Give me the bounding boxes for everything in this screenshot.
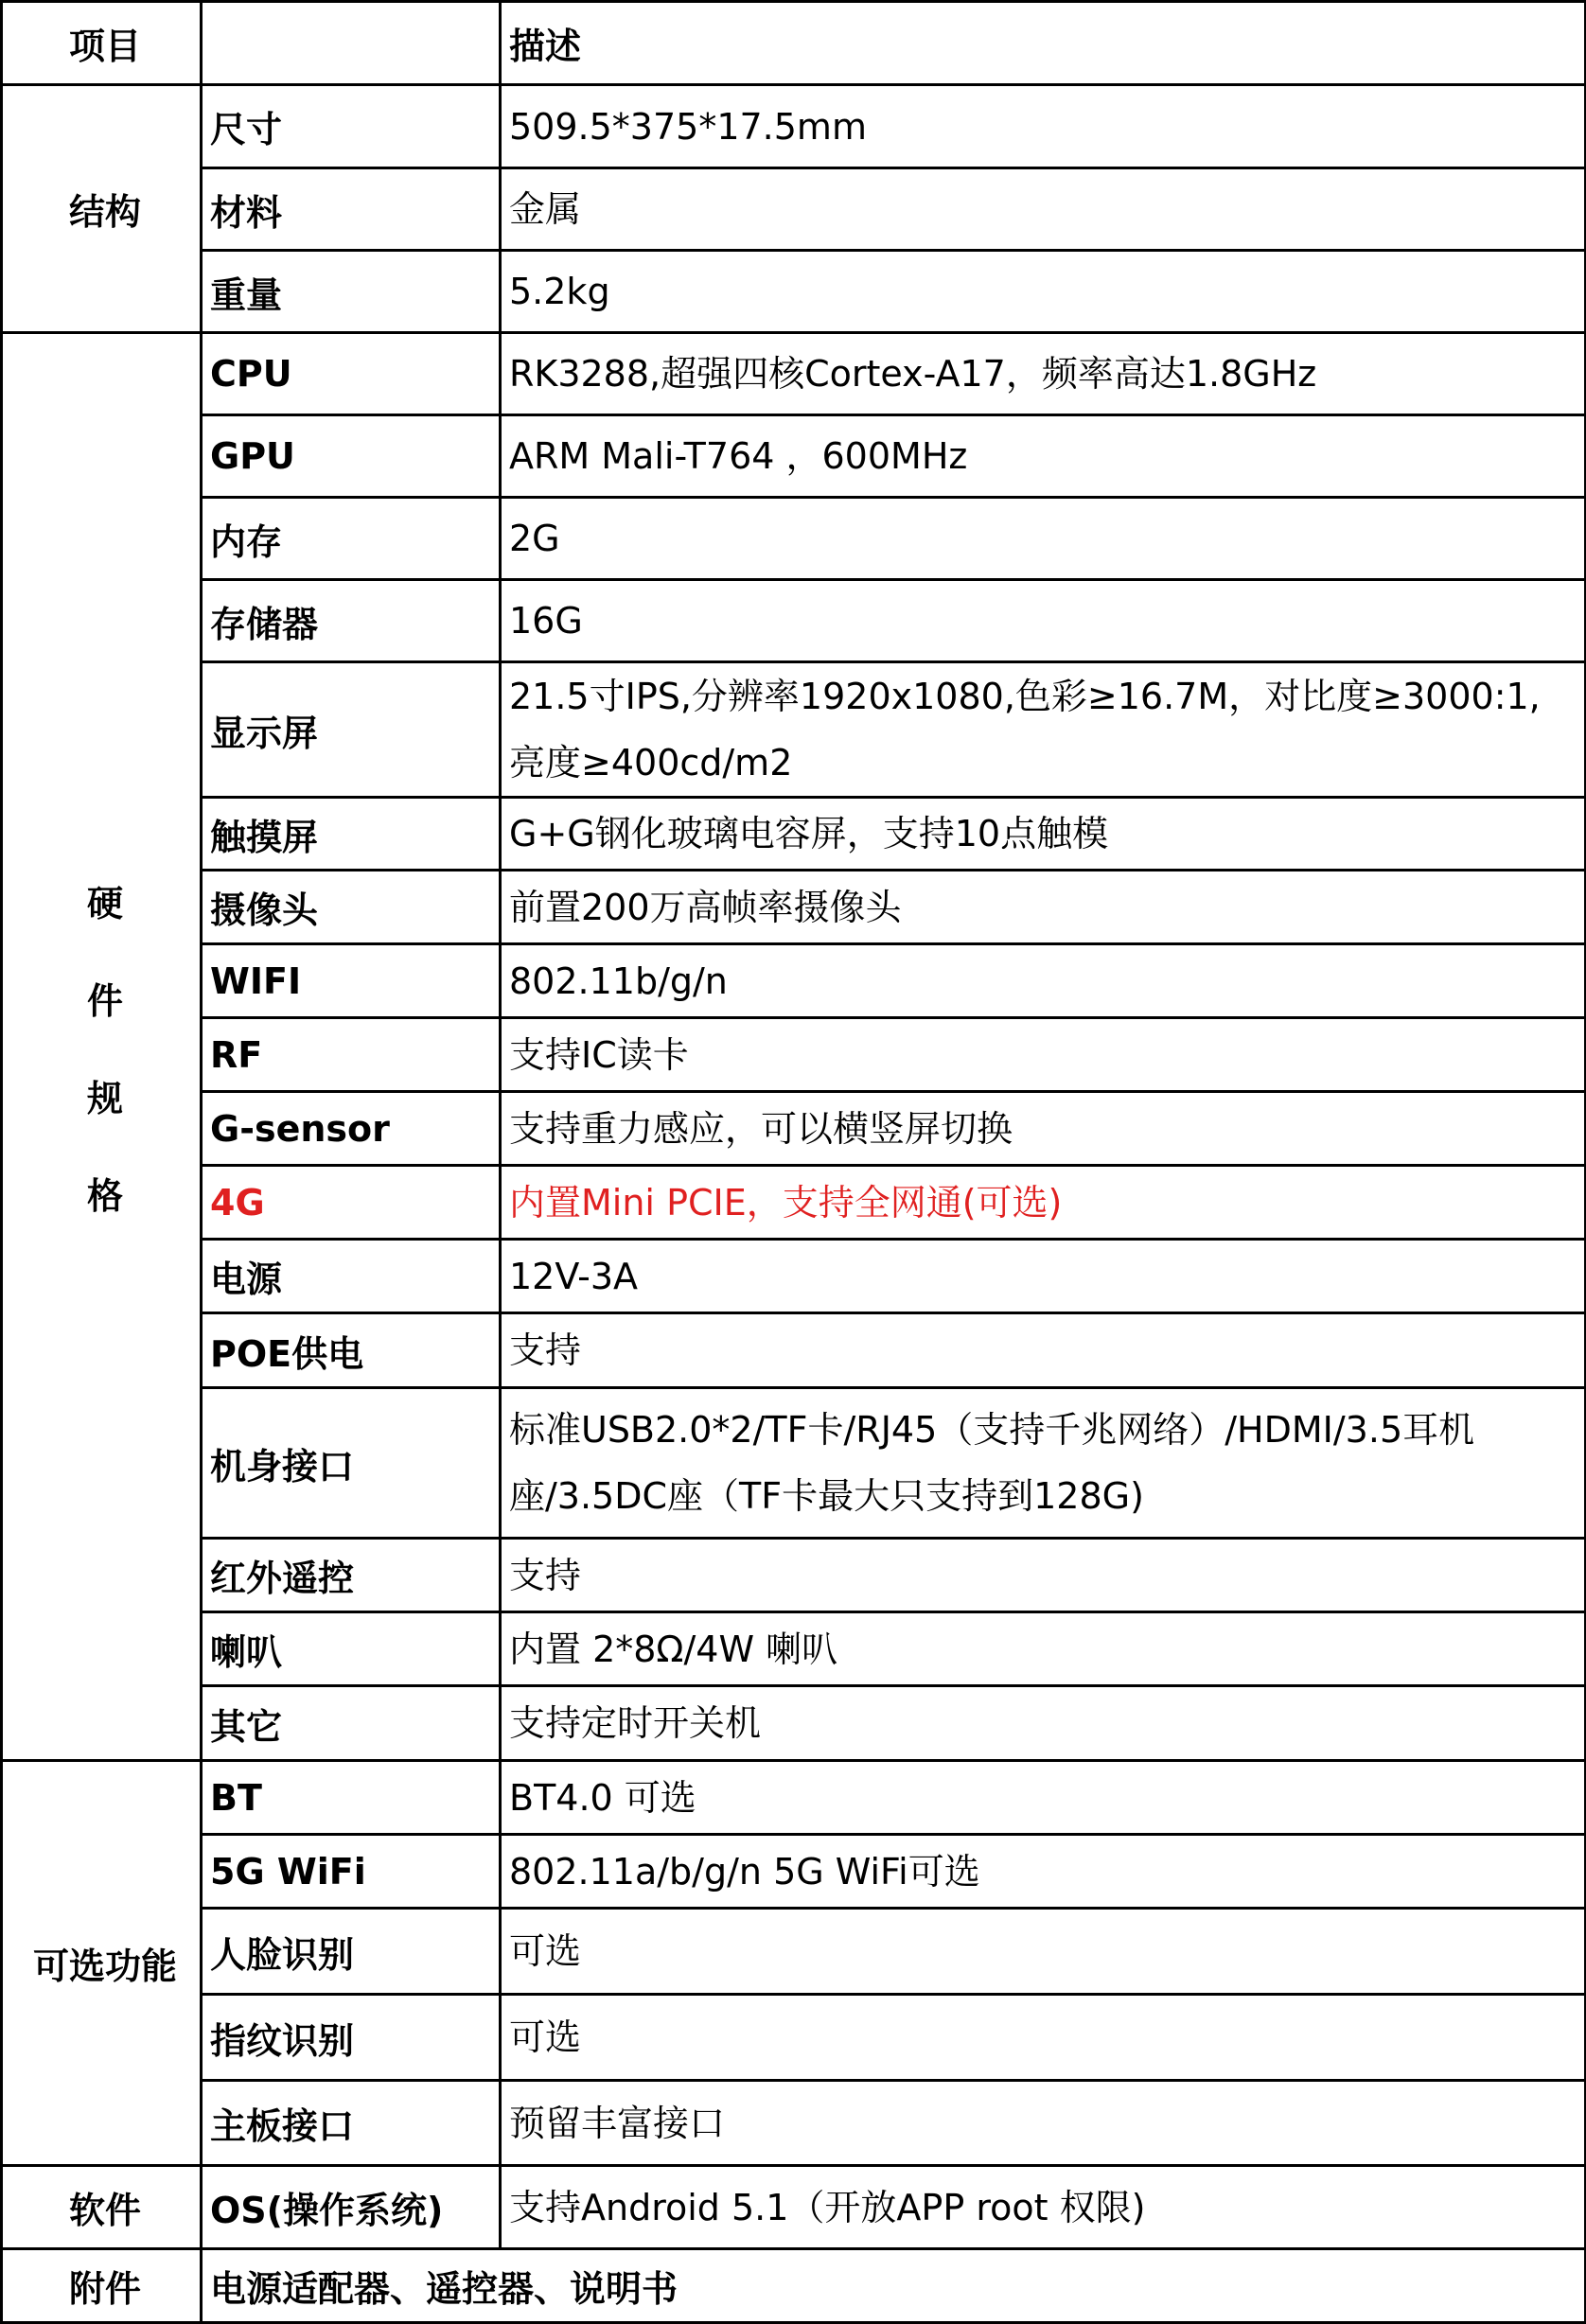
row-item: 电源适配器、遥控器、说明书 <box>202 2249 1586 2323</box>
row-desc <box>501 1388 1586 1539</box>
row-desc-line: 亮度≥400cd/m2 <box>509 742 793 783</box>
group-hardware-char: 件 <box>86 980 123 1022</box>
row-item: OS(操作系统) <box>202 2166 501 2249</box>
group-hardware-char: 硬 <box>86 883 123 924</box>
row-desc: 2G <box>501 498 1586 580</box>
group-software: 软件 <box>2 2166 202 2249</box>
row-item: 其它 <box>202 1686 501 1761</box>
row-item: 重量 <box>202 251 501 333</box>
row-item: 人脸识别 <box>202 1909 501 1995</box>
table-row <box>2 333 1586 415</box>
row-item: 存储器 <box>202 580 501 662</box>
table-row <box>2 168 1586 251</box>
table-row <box>2 1018 1586 1092</box>
row-desc: 12V-3A <box>501 1240 1586 1313</box>
group-hardware <box>2 333 202 1761</box>
table-header-row <box>2 2 1586 85</box>
row-item: BT <box>202 1761 501 1835</box>
row-item: 材料 <box>202 168 501 251</box>
table-row <box>2 1240 1586 1313</box>
row-item: POE供电 <box>202 1313 501 1388</box>
table-row <box>2 1388 1586 1539</box>
table-row <box>2 2166 1586 2249</box>
group-hardware-char: 格 <box>86 1175 123 1217</box>
row-desc: BT4.0 可选 <box>501 1761 1586 1835</box>
row-item: CPU <box>202 333 501 415</box>
table-row <box>2 2081 1586 2166</box>
table-row <box>2 2249 1586 2323</box>
row-desc-line: 21.5寸IPS,分辨率1920x1080,色彩≥16.7M，对比度≥3000:1, <box>509 676 1541 717</box>
table-row <box>2 1909 1586 1995</box>
table-row <box>2 498 1586 580</box>
row-desc: 支持 <box>501 1539 1586 1612</box>
header-item: 项目 <box>2 2 202 85</box>
table-row <box>2 1612 1586 1686</box>
row-item-highlight: 4G <box>202 1166 501 1240</box>
row-desc: 可选 <box>501 1995 1586 2081</box>
row-item: WIFI <box>202 944 501 1018</box>
table-row <box>2 798 1586 871</box>
row-desc: RK3288,超强四核Cortex-A17，频率高达1.8GHz <box>501 333 1586 415</box>
row-item: RF <box>202 1018 501 1092</box>
table-row <box>2 662 1586 798</box>
row-item: 喇叭 <box>202 1612 501 1686</box>
table-row <box>2 580 1586 662</box>
row-desc: 支持重力感应，可以横竖屏切换 <box>501 1092 1586 1166</box>
row-desc: 支持 <box>501 1313 1586 1388</box>
table-row <box>2 944 1586 1018</box>
row-desc-line: 座/3.5DC座（TF卡最大只支持到128G) <box>509 1475 1144 1517</box>
table-row <box>2 1686 1586 1761</box>
row-desc: 支持IC读卡 <box>501 1018 1586 1092</box>
row-desc-line: 标准USB2.0*2/TF卡/RJ45（支持千兆网络）/HDMI/3.5耳机 <box>509 1409 1475 1451</box>
row-item: 红外遥控 <box>202 1539 501 1612</box>
row-desc: ARM Mali-T764 ，600MHz <box>501 415 1586 498</box>
row-item: 触摸屏 <box>202 798 501 871</box>
row-desc: 金属 <box>501 168 1586 251</box>
header-blank <box>202 2 501 85</box>
row-desc: 前置200万高帧率摄像头 <box>501 871 1586 944</box>
row-item: 尺寸 <box>202 85 501 168</box>
row-item: 机身接口 <box>202 1388 501 1539</box>
row-desc: G+G钢化玻璃电容屏，支持10点触模 <box>501 798 1586 871</box>
row-desc: 可选 <box>501 1909 1586 1995</box>
table-row <box>2 415 1586 498</box>
table-row <box>2 1835 1586 1909</box>
row-item: 显示屏 <box>202 662 501 798</box>
row-desc: 支持定时开关机 <box>501 1686 1586 1761</box>
table-row <box>2 1539 1586 1612</box>
row-item: G-sensor <box>202 1092 501 1166</box>
row-desc: 802.11b/g/n <box>501 944 1586 1018</box>
group-hardware-char: 规 <box>86 1078 123 1119</box>
row-desc: 预留丰富接口 <box>501 2081 1586 2166</box>
row-desc <box>501 662 1586 798</box>
group-structure: 结构 <box>2 85 202 333</box>
table-row <box>2 1092 1586 1166</box>
row-desc: 509.5*375*17.5mm <box>501 85 1586 168</box>
table-row <box>2 85 1586 168</box>
row-desc: 5.2kg <box>501 251 1586 333</box>
row-desc: 支持Android 5.1（开放APP root 权限) <box>501 2166 1586 2249</box>
table-row <box>2 1761 1586 1835</box>
table-row <box>2 1313 1586 1388</box>
row-item: 摄像头 <box>202 871 501 944</box>
table-row <box>2 1166 1586 1240</box>
row-desc: 16G <box>501 580 1586 662</box>
table-row <box>2 251 1586 333</box>
row-desc: 802.11a/b/g/n 5G WiFi可选 <box>501 1835 1586 1909</box>
row-item: 5G WiFi <box>202 1835 501 1909</box>
row-item: GPU <box>202 415 501 498</box>
table-row <box>2 871 1586 944</box>
row-desc: 内置 2*8Ω/4W 喇叭 <box>501 1612 1586 1686</box>
row-item: 内存 <box>202 498 501 580</box>
row-item: 指纹识别 <box>202 1995 501 2081</box>
group-optional: 可选功能 <box>2 1761 202 2166</box>
row-item: 主板接口 <box>202 2081 501 2166</box>
table-row <box>2 1995 1586 2081</box>
row-desc-highlight: 内置Mini PCIE，支持全网通(可选) <box>501 1166 1586 1240</box>
group-accessory: 附件 <box>2 2249 202 2323</box>
row-item: 电源 <box>202 1240 501 1313</box>
header-desc: 描述 <box>501 2 1586 85</box>
